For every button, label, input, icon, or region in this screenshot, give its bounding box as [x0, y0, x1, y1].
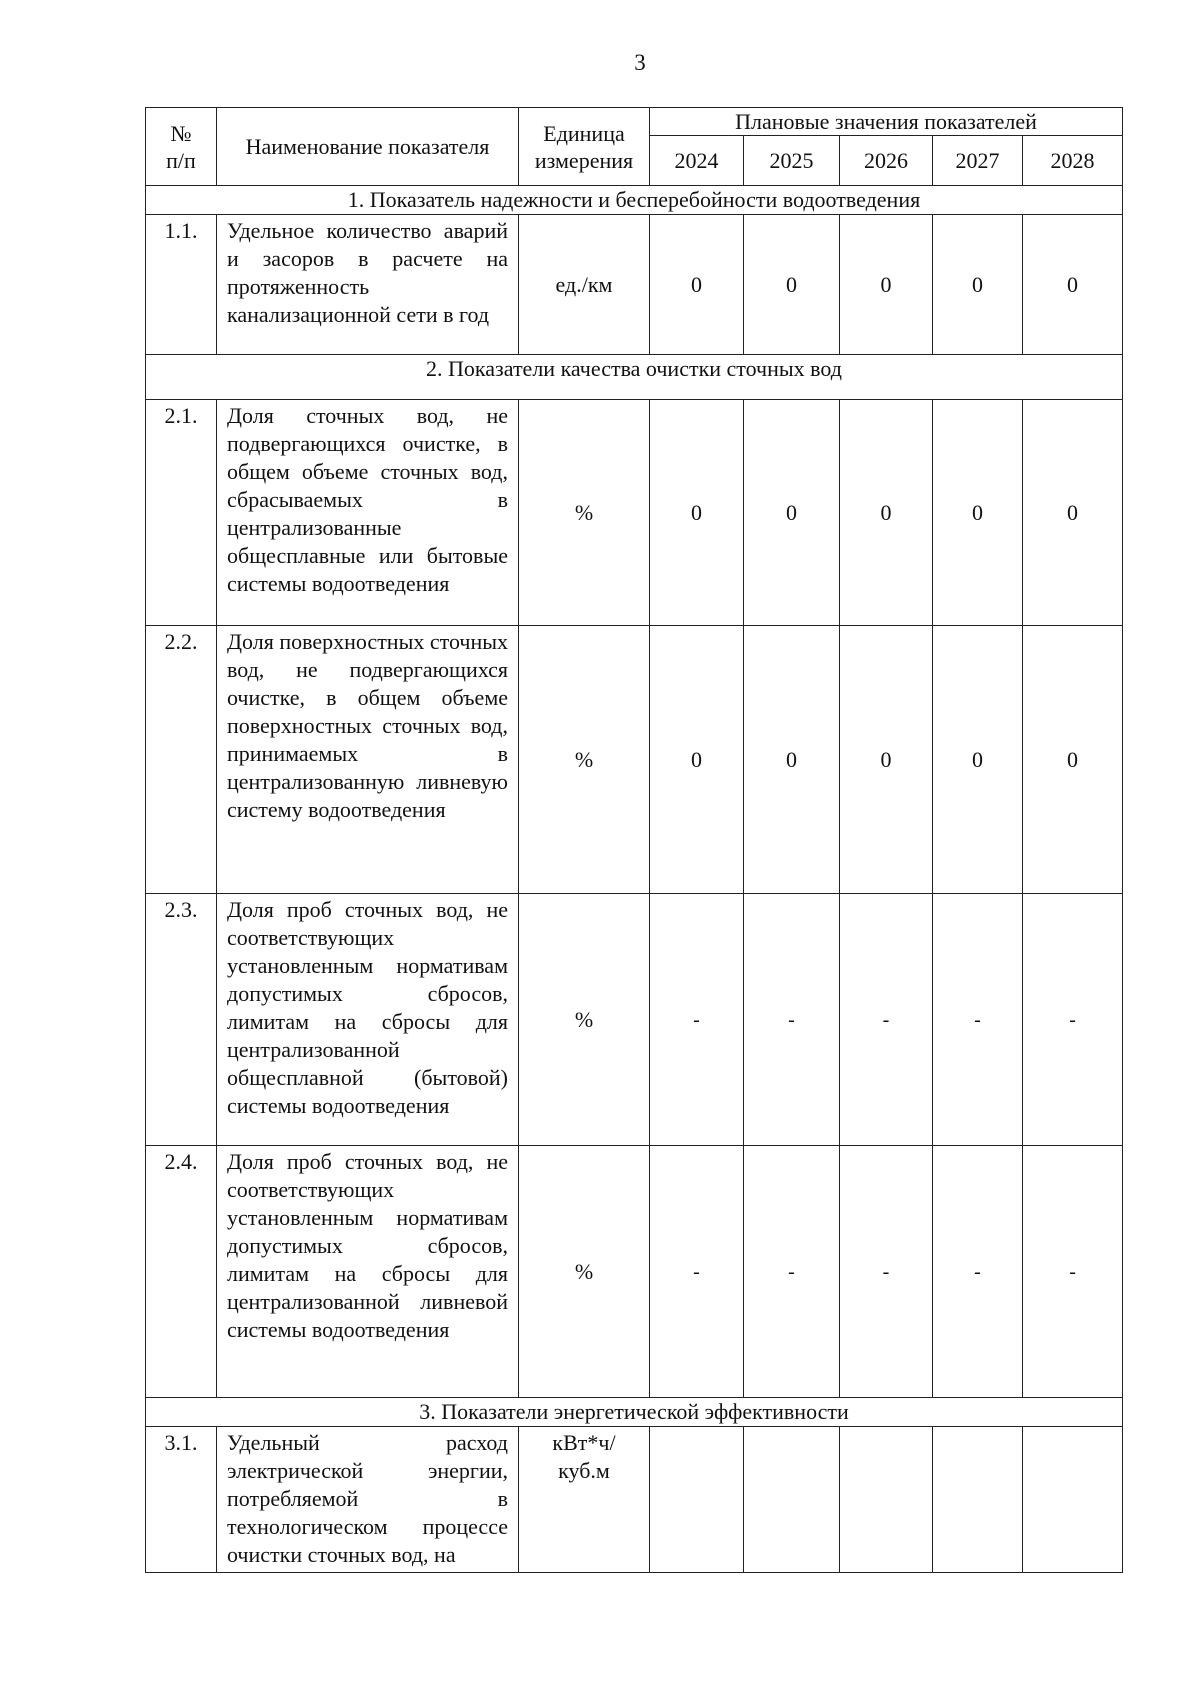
table-row — [146, 626, 1123, 894]
unit: ед./км — [519, 215, 650, 355]
value-cell: 0 — [650, 215, 744, 355]
indicators-table — [145, 107, 1123, 1573]
header-year: 2028 — [1023, 136, 1123, 186]
value-cell: - — [744, 894, 840, 1146]
value-cell: 0 — [744, 215, 840, 355]
row-number: 3.1. — [146, 1427, 217, 1573]
header-year: 2026 — [840, 136, 933, 186]
indicator-name: Удельный расход электрической энергии, потребляемой в технологическом процессе очистки сточных вод, на — [217, 1427, 519, 1573]
section-title: 3. Показатели энергетической эффективности — [146, 1398, 1123, 1427]
value-cell: 0 — [933, 626, 1023, 894]
value-cell: - — [840, 1146, 933, 1398]
table-row — [146, 1146, 1123, 1398]
header-year: 2027 — [933, 136, 1023, 186]
value-cell: 0 — [840, 626, 933, 894]
value-cell: 0 — [1023, 400, 1123, 626]
value-cell: 0 — [1023, 215, 1123, 355]
table-row — [146, 1427, 1123, 1573]
row-number: 1.1. — [146, 215, 217, 355]
row-number: 2.3. — [146, 894, 217, 1146]
value-cell — [744, 1427, 840, 1573]
unit: % — [519, 626, 650, 894]
indicator-name: Доля проб сточных вод, не соответствующих установленным нормативам допустимых сбросов, лимитам на сбросы для централизованной ливневой системы водоотведения — [217, 1146, 519, 1398]
value-cell: - — [650, 894, 744, 1146]
value-cell — [933, 1427, 1023, 1573]
header-unit: Единица измерения — [519, 108, 650, 186]
value-cell — [840, 1427, 933, 1573]
section-title: 1. Показатель надежности и бесперебойности водоотведения — [146, 186, 1123, 215]
value-cell: - — [1023, 1146, 1123, 1398]
table-row — [146, 215, 1123, 355]
value-cell: 0 — [840, 400, 933, 626]
value-cell: - — [933, 894, 1023, 1146]
value-cell — [1023, 1427, 1123, 1573]
value-cell: 0 — [744, 400, 840, 626]
header-year: 2024 — [650, 136, 744, 186]
header-year: 2025 — [744, 136, 840, 186]
value-cell: 0 — [933, 215, 1023, 355]
value-cell: - — [650, 1146, 744, 1398]
header-name: Наименование показателя — [217, 108, 519, 186]
indicator-name: Доля проб сточных вод, не соответствующих установленным нормативам допустимых сбросов, лимитам на сбросы для централизованной общесплавной (бытовой) системы водоотведения — [217, 894, 519, 1146]
value-cell: 0 — [650, 400, 744, 626]
table-row — [146, 400, 1123, 626]
value-cell: 0 — [744, 626, 840, 894]
section-title: 2. Показатели качества очистки сточных вод — [146, 355, 1123, 400]
value-cell: - — [840, 894, 933, 1146]
unit: % — [519, 1146, 650, 1398]
row-number: 2.1. — [146, 400, 217, 626]
value-cell: 0 — [1023, 626, 1123, 894]
header-planned-values: Плановые значения показателей — [650, 108, 1123, 136]
value-cell: - — [744, 1146, 840, 1398]
row-number: 2.2. — [146, 626, 217, 894]
value-cell — [650, 1427, 744, 1573]
header-num: № п/п — [146, 108, 217, 186]
value-cell: 0 — [840, 215, 933, 355]
value-cell: - — [933, 1146, 1023, 1398]
indicator-name: Доля поверхностных сточных вод, не подвергающихся очистке, в общем объеме поверхностных сточных вод, принимаемых в централизованную ливневую систему водоотведения — [217, 626, 519, 894]
unit: % — [519, 400, 650, 626]
indicator-name: Доля сточных вод, не подвергающихся очистке, в общем объеме сточных вод, сбрасываемых в централизованные общесплавные или бытовые системы водоотведения — [217, 400, 519, 626]
page-number: 3 — [634, 50, 646, 75]
indicator-name: Удельное количество аварий и засоров в расчете на протяженность канализационной сети в год — [217, 215, 519, 355]
value-cell: - — [1023, 894, 1123, 1146]
value-cell: 0 — [650, 626, 744, 894]
table-row — [146, 894, 1123, 1146]
value-cell: 0 — [933, 400, 1023, 626]
unit: кВт*ч/ куб.м — [519, 1427, 650, 1573]
row-number: 2.4. — [146, 1146, 217, 1398]
unit: % — [519, 894, 650, 1146]
